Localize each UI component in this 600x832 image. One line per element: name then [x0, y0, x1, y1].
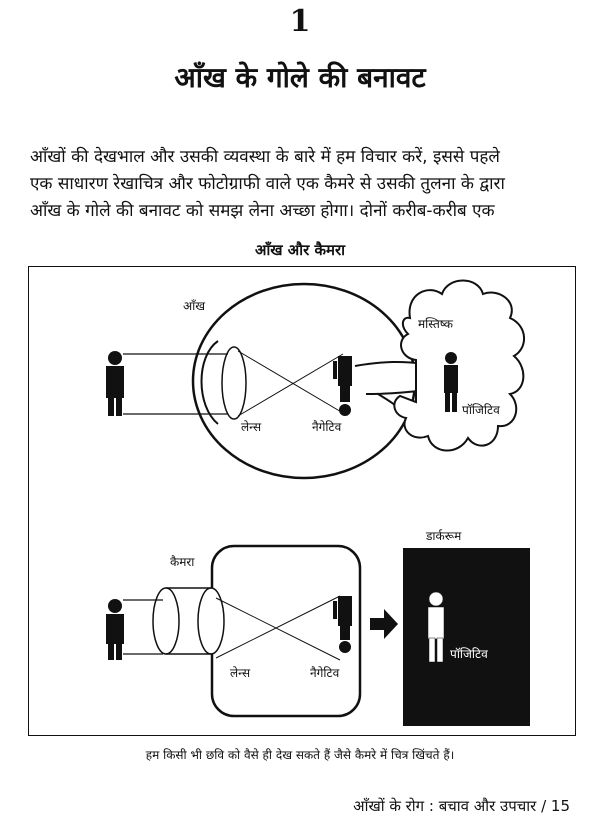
intro-line-1: आँखों की देखभाल और उसकी व्यवस्था के बारे में हम विचार करें, इससे पहले [30, 147, 500, 167]
chapter-title: आँख के गोले की बनावट [174, 61, 426, 94]
intro-line-3: आँख के गोले की बनावट को समझ लेना अच्छा होगा। दोनों करीब-करीब एक [30, 201, 495, 221]
eye-negative-image [333, 356, 352, 416]
brain-label: मस्तिष्क [418, 317, 454, 331]
camera-lens-front [153, 588, 179, 654]
camera-label: कैमरा [170, 555, 195, 569]
eye-positive-label: पॉजिटिव [462, 403, 500, 417]
eye-lens [222, 347, 246, 419]
camera-lens-label: लेन्स [230, 666, 251, 680]
eye-diagram [106, 281, 524, 479]
darkroom-box [403, 548, 530, 726]
darkroom-arrow [370, 609, 398, 639]
eye-negative-label: नैगेटिव [312, 420, 342, 434]
eye-label: आँख [183, 299, 206, 313]
chapter-number: 1 [289, 4, 311, 39]
camera-object-figure [106, 599, 124, 660]
darkroom-label: डार्करूम [426, 529, 462, 543]
figure-title: आँख और कैमरा [254, 241, 346, 259]
camera-negative-image [333, 596, 352, 653]
eye-object-figure [106, 351, 124, 416]
camera-negative-label: नैगेटिव [310, 666, 340, 680]
page-footer: आँखों के रोग : बचाव और उपचार / 15 [353, 797, 570, 815]
intro-paragraph [30, 144, 575, 225]
eye-lens-label: लेन्स [241, 420, 262, 434]
intro-line-2: एक साधारण रेखाचित्र और फोटोग्राफी वाले एक कैमरे से उसकी तुलना के द्वारा [30, 174, 505, 194]
camera-diagram [106, 529, 530, 726]
eye-camera-diagram [28, 266, 576, 736]
camera-positive-label: पॉजिटिव [450, 647, 488, 661]
figure-caption: हम किसी भी छवि को वैसे ही देख सकते हैं जैसे कैमरे में चित्र खिंचते हैं। [145, 748, 455, 762]
camera-body [212, 546, 360, 716]
camera-lens-back [198, 588, 224, 654]
